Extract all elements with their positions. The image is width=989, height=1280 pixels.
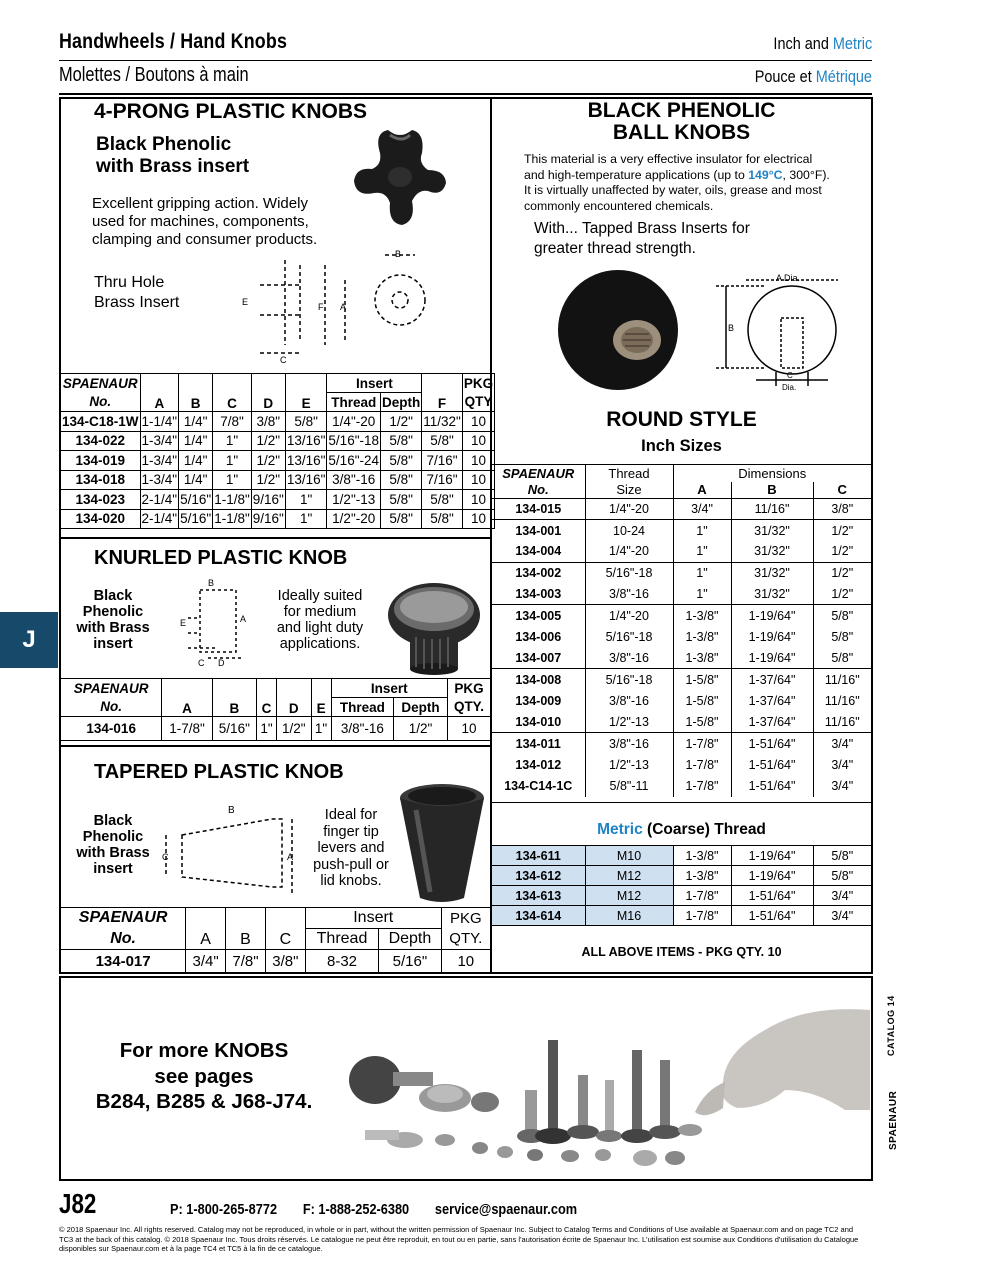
table-cell: 1" [285, 490, 327, 510]
table-cell: 1-3/8" [673, 605, 731, 626]
table-cell: 1-19/64" [731, 605, 813, 626]
table-cell: 11/32" [422, 412, 463, 432]
table-cell: 1/2" [251, 470, 285, 490]
catalog-vertical-label: CATALOG 14 [886, 995, 896, 1056]
table-row [492, 886, 871, 906]
table-cell: 1-3/8" [673, 626, 731, 647]
table-cell: 5/8" [381, 470, 422, 490]
table-cell: 5/16"-24 [327, 451, 381, 471]
table-cell: 1" [673, 562, 731, 583]
table-cell: 5/8" [285, 412, 327, 432]
brand-vertical-label: SPAENAUR [888, 1090, 899, 1150]
table-cell: 31/32" [731, 584, 813, 605]
svg-text:A: A [287, 852, 294, 862]
table-cell: 1-1/4" [140, 412, 179, 432]
table-cell: 134-003 [492, 584, 585, 605]
svg-text:E: E [242, 297, 249, 307]
table-cell: 1-51/64" [731, 906, 813, 926]
table-cell: 1/2" [813, 584, 871, 605]
table-cell: 5/8" [813, 866, 871, 886]
prong-note: Thru Hole Brass Insert [94, 274, 180, 311]
table-row [492, 775, 871, 796]
table-cell: 3/4" [831, 757, 854, 772]
table-row [492, 541, 871, 562]
table-cell: 5/8" [831, 629, 854, 644]
svg-text:D: D [218, 658, 225, 668]
table-cell: 134-022 [61, 431, 141, 451]
table-cell: 3/8" [251, 412, 285, 432]
more-knobs-text: For more KNOBS see pages B284, B285 & J68-J74. [95, 1039, 313, 1113]
table-cell: 31/32" [731, 520, 813, 541]
tapered-material: Black Phenolic with Brass insert [76, 813, 150, 877]
table-cell: 3/8"-16 [585, 584, 673, 605]
pkg-qty-note: ALL ABOVE ITEMS - PKG QTY. 10 [581, 945, 782, 959]
table-cell: 134-006 [492, 626, 585, 647]
table-cell: 1-37/64" [731, 690, 813, 711]
table-cell: 1/4"-20 [585, 605, 673, 626]
table-cell: 13/16" [285, 470, 327, 490]
email-link[interactable]: service@spaenaur.com [434, 1201, 578, 1218]
knurled-description: Ideally suited for medium and light duty applications. [276, 588, 364, 652]
svg-text:C: C [280, 355, 287, 365]
table-cell: 1-7/8" [673, 754, 731, 775]
table-row [492, 520, 871, 541]
table-cell: 134-015 [492, 499, 585, 520]
table-cell: M12 [585, 886, 673, 906]
table-cell: 10 [462, 509, 494, 529]
table-cell: 1/2" [251, 431, 285, 451]
table-cell: 5/8" [813, 648, 871, 669]
table-cell: M16 [585, 906, 673, 926]
table-row [492, 711, 871, 732]
inch-sizes-label: Inch Sizes [641, 437, 722, 455]
table-row [61, 451, 495, 471]
table-cell: 31/32" [731, 562, 813, 583]
table-cell: 134-007 [492, 648, 585, 669]
table-cell: M10 [585, 846, 673, 866]
table-cell: 10 [462, 451, 494, 471]
table-cell: 1/2"-13 [327, 490, 381, 510]
svg-text:F: F [318, 302, 324, 312]
diagram-label-b: B [728, 323, 735, 333]
table-cell: 5/16" [179, 509, 213, 529]
table-cell: 11/16" [824, 672, 860, 687]
table-cell: 5/8" [381, 509, 422, 529]
table-cell: 1-1/8" [213, 490, 252, 510]
svg-text:B: B [395, 249, 402, 259]
ball-drawing [706, 268, 866, 393]
table-cell: 1-7/8" [673, 906, 731, 926]
table-row [61, 431, 495, 451]
table-cell: 3/4" [813, 906, 871, 926]
table-cell: 134-008 [492, 669, 585, 690]
table-cell: 1/2" [251, 451, 285, 471]
ball-with-note: With... Tapped Brass Inserts for greater thread strength. [534, 220, 750, 257]
table-cell: 1" [213, 470, 252, 490]
table-row [61, 412, 495, 432]
table-row [492, 754, 871, 775]
table-cell: 134-612 [492, 866, 585, 886]
table-cell: 3/4" [831, 736, 854, 751]
prong-title: 4-PRONG PLASTIC KNOBS [94, 100, 368, 123]
knurled-title: KNURLED PLASTIC KNOB [94, 547, 348, 569]
table-row [61, 470, 495, 490]
tapered-drawing [160, 805, 300, 900]
table-cell: 1" [673, 520, 731, 541]
table-cell: 134-004 [492, 541, 585, 562]
table-cell: 5/16"-18 [585, 626, 673, 647]
table-cell: 134-611 [492, 846, 585, 866]
table-cell: 1/4" [179, 412, 213, 432]
table-cell: 1" [213, 451, 252, 471]
table-cell: 134-C14-1C [492, 775, 585, 796]
prong-subtitle: Black Phenolic with Brass insert [96, 134, 250, 177]
round-style-title: ROUND STYLE [606, 408, 757, 431]
table-cell: 134-002 [492, 562, 585, 583]
fax-number: F: 1-888-252-6380 [302, 1201, 410, 1218]
table-cell: 134-010 [492, 711, 585, 732]
prong-drawing [240, 245, 430, 365]
table-cell: 134-009 [492, 690, 585, 711]
table-cell: 7/16" [422, 470, 463, 490]
diagram-label-a: A Dia. [776, 273, 801, 283]
table-cell: 13/16" [285, 431, 327, 451]
svg-text:E: E [180, 618, 187, 628]
diagram-label-c: C [787, 371, 793, 380]
table-cell: 1-51/64" [731, 733, 813, 754]
table-row [492, 906, 871, 926]
tapered-table: SPAENAUR A B C Insert PKG No. Thread Depth QTY. 134-017 3/4" 7/8" 3/8" 8-32 5/16" 10 [60, 907, 491, 974]
page-subtitle: Molettes / Boutons à main [59, 64, 249, 86]
svg-text:C: C [162, 852, 169, 862]
table-cell: 10-24 [585, 520, 673, 541]
table-cell: 1/2"-20 [327, 509, 381, 529]
table-cell: 5/8" [831, 608, 854, 623]
table-cell: 134-020 [61, 509, 141, 529]
table-cell: 134-023 [61, 490, 141, 510]
table-cell: 1" [285, 509, 327, 529]
table-cell: 5/8" [381, 431, 422, 451]
table-cell: 1-3/4" [140, 431, 179, 451]
table-cell: 3/8"-16 [585, 648, 673, 669]
table-cell: 1-3/8" [673, 648, 731, 669]
phone-number[interactable]: P: 1-800-265-8772 [170, 1201, 278, 1218]
knurled-drawing [178, 578, 258, 668]
table-cell: 1/4" [179, 431, 213, 451]
table-row [492, 499, 871, 520]
prong-knob-image [350, 125, 450, 230]
table-cell: 11/16" [731, 499, 813, 520]
table-cell: 1/2" [381, 412, 422, 432]
table-cell: 13/16" [285, 451, 327, 471]
ball-inch-table: SPAENAUR Thread Dimensions No. Size A B C 134-015 1/4"-20 3/4" 11/16" 3/8" 134-001 10-24 1" 31/32" 1/2" 134-004 1/4"-20 1" 31/32" 1/2" 134-002 5/16"-18 1" 31/32" 1/2" 134-003 3/8"-16 1" 31/32" 1/2" 134-005 1/4"-20 1-3/8" 1-19/64" 5/8" 134-006 5/16"-18 1-3/8" 1-19/64" 5/8" 134-007 3/8"-16 1-3/8" 1-19/64" 5/8" 134-008 5/16"-18 1-5/8" 1-37/64" 11/16" 134-009 3/8"-16 1-5/8" 1-37/64" 11/16" 134-010 1/2"-13 1-5/8" 1-37/64" 11/16" 134-011 3/8"-16 1-7/8" 1-51/64" 3/4" 134-012 1/2"-13 1-7/8" 1-51/64" 3/4" 134-C14-1C 5/8"-11 1-7/8" 1-51/64" 3/4" [492, 464, 871, 797]
table-cell: 1-19/64" [731, 866, 813, 886]
table-cell: 1/4" [179, 470, 213, 490]
table-cell: 1-51/64" [731, 886, 813, 906]
units-label-fr: Pouce et Métrique [754, 67, 872, 86]
table-cell: 10 [462, 431, 494, 451]
table-cell: 1/4"-20 [585, 499, 673, 520]
table-cell: 5/16"-18 [585, 562, 673, 583]
table-row [492, 733, 871, 754]
table-cell: M12 [585, 866, 673, 886]
table-row [492, 626, 871, 647]
table-cell: 10 [462, 470, 494, 490]
table-cell: 1-3/4" [140, 451, 179, 471]
table-cell: 1-3/8" [673, 866, 731, 886]
svg-text:C: C [198, 658, 205, 668]
table-cell: 1" [213, 431, 252, 451]
table-cell: 5/16"-18 [585, 669, 673, 690]
table-cell: 1-37/64" [731, 669, 813, 690]
table-row [492, 562, 871, 583]
table-cell: 1/2" [831, 523, 854, 538]
table-cell: 1-5/8" [673, 711, 731, 732]
table-row [492, 669, 871, 690]
table-cell: 5/8"-11 [585, 775, 673, 796]
table-cell: 134-018 [61, 470, 141, 490]
table-cell: 1" [673, 541, 731, 562]
table-cell: 1-51/64" [731, 754, 813, 775]
table-cell: 1-5/8" [673, 690, 731, 711]
table-row [492, 690, 871, 711]
table-cell: 3/4" [813, 886, 871, 906]
table-cell: 5/8" [422, 431, 463, 451]
svg-text:A: A [340, 302, 347, 312]
table-cell: 1/4"-20 [585, 541, 673, 562]
svg-text:B: B [228, 805, 235, 816]
table-cell: 31/32" [731, 541, 813, 562]
table-cell: 2-1/4" [140, 490, 179, 510]
ball-title: BLACK PHENOLIC BALL KNOBS [587, 99, 776, 144]
knurled-table: SPAENAUR A B C D E Insert PKG No. Thread Depth QTY. 134-016 1-7/8" 5/16" 1" 1/2" 1" 3/8"-16 1/2" 10 [60, 678, 491, 741]
table-cell: 7/16" [422, 451, 463, 471]
table-cell: 1" [673, 584, 731, 605]
table-cell: 10 [462, 490, 494, 510]
page-title: Handwheels / Hand Knobs [59, 30, 288, 53]
header-rule [59, 60, 872, 61]
table-cell: 1-3/8" [673, 846, 731, 866]
table-cell: 3/8"-16 [327, 470, 381, 490]
table-cell: 1-51/64" [731, 775, 813, 796]
table-cell: 134-016 [61, 717, 162, 741]
table-cell: 134-C18-1W [61, 412, 141, 432]
table-cell: 5/8" [422, 509, 463, 529]
table-cell: 5/8" [381, 451, 422, 471]
table-cell: 9/16" [251, 490, 285, 510]
table-cell: 134-613 [492, 886, 585, 906]
table-cell: 5/8" [381, 490, 422, 510]
table-cell: 1-3/4" [140, 470, 179, 490]
table-cell: 134-001 [492, 520, 585, 541]
prong-table: SPAENAUR A B C D E Insert F PKG No. Thread Depth QTY 134-C18-1W 1-1/4" 1/4" 7/8" 3/8" 5/8" 1/4"-20 1/2" 11/32" 10 134-022 1-3/4" 1/4" 1" 1/2" 13/16" 5/16"-18 5/8" 5/8" 10 134-019 1-3/4" 1/4" 1" 1/2" 13/16" 5/16"-24 5/8" 7/16" 10 134-018 1-3/4" 1/4" 1" 1/2" 13/16" 3/8"-16 5/8" 7/16" 10 134-023 2-1/4" 5/16" 1-1/8" 9/16" 1" 1/2"-13 5/8" 5/8" 10 134-020 2-1/4" 5/16" 1-1/8" 9/16" 1" 1/2"-20 5/8" 5/8" 10 [60, 373, 495, 529]
table-row [61, 490, 495, 510]
knurled-knob-image [384, 575, 484, 675]
table-row [492, 584, 871, 605]
knobs-photo [345, 990, 870, 1178]
svg-text:B: B [208, 578, 215, 588]
table-cell: 1-5/8" [673, 669, 731, 690]
table-cell: 1-19/64" [731, 648, 813, 669]
table-cell: 7/8" [213, 412, 252, 432]
tapered-title: TAPERED PLASTIC KNOB [94, 761, 344, 783]
table-cell: 3/8" [813, 499, 871, 520]
table-cell: 2-1/4" [140, 509, 179, 529]
prong-description: Excellent gripping action. Widely used for machines, components, clamping and consumer products. [92, 195, 318, 248]
table-cell: 1-37/64" [731, 711, 813, 732]
header-rule [59, 93, 872, 95]
metric-title: Metric (Coarse) Thread [597, 821, 766, 838]
knurled-material: Black Phenolic with Brass insert [76, 588, 150, 652]
svg-text:A: A [240, 614, 247, 624]
table-row [492, 866, 871, 886]
ball-description: This material is a very effective insulator for electrical and high-temperature applications (up to 149°C, 300°F). It is virtually unaffected by water, oils, grease and most commonly encountered chemicals. [524, 152, 830, 213]
page-number: J82 [59, 1188, 97, 1219]
ball-metric-table [492, 845, 871, 926]
table-cell: 134-012 [492, 754, 585, 775]
table-cell: 1/2" [831, 566, 854, 581]
tapered-description: Ideal for finger tip levers and push-pull or lid knobs. [313, 807, 389, 889]
table-cell: 1-7/8" [673, 733, 731, 754]
table-cell: 134-614 [492, 906, 585, 926]
table-cell: 3/8"-16 [585, 733, 673, 754]
table-cell: 134-019 [61, 451, 141, 471]
table-cell: 1/2"-13 [585, 754, 673, 775]
table-row [492, 846, 871, 866]
legal-notice: © 2018 Spaenaur Inc. All rights reserved. Catalog may not be reproduced, in whole or in part, without the written permission of Spaenaur Inc. Subject to Catalog Terms and Conditions of Use available at Spaenaur.com and on page TC2 and TC3 at the back of this catalog. © 2018 Spaenaur Inc. Tous droits réservés. Le catalogue ne peut être reproduit, en tout ou en partie, sans l'autorisation écrite de Spaenaur Inc. L'utilisation est soumise aux Conditions d'utilisation du Catalogue disponibles sur Spaenaur.com et à la page TC4 et TC5 à la fin de ce catalogue. [59, 1225, 859, 1253]
table-cell: 11/16" [824, 693, 860, 708]
table-cell: 1/2" [813, 541, 871, 562]
table-cell: 1/4"-20 [327, 412, 381, 432]
table-cell: 3/8"-16 [585, 690, 673, 711]
section-tab-j[interactable]: J [0, 612, 58, 668]
diagram-label-c-dia: Dia. [782, 383, 797, 392]
ball-knob-image [555, 268, 685, 393]
tapered-knob-image [396, 780, 488, 905]
table-cell: 1-7/8" [673, 775, 731, 796]
table-cell: 1-7/8" [673, 886, 731, 906]
table-row [61, 509, 495, 529]
table-cell: 1-19/64" [731, 626, 813, 647]
table-cell: 1-1/8" [213, 509, 252, 529]
table-cell: 5/16" [179, 490, 213, 510]
table-cell: 1/4" [179, 451, 213, 471]
table-cell: 5/8" [813, 846, 871, 866]
table-cell: 5/8" [422, 490, 463, 510]
table-cell: 1/2"-13 [585, 711, 673, 732]
table-cell: 3/4" [673, 499, 731, 520]
table-row [492, 605, 871, 626]
table-cell: 134-005 [492, 605, 585, 626]
table-cell: 11/16" [813, 711, 871, 732]
contact-info [170, 1201, 577, 1218]
table-cell: 3/4" [831, 779, 854, 793]
table-row [492, 648, 871, 669]
units-label: Inch and Metric [773, 34, 872, 53]
table-cell: 1-19/64" [731, 846, 813, 866]
table-cell: 5/16"-18 [327, 431, 381, 451]
table-cell: 10 [462, 412, 494, 432]
table-cell: 134-011 [492, 733, 585, 754]
table-cell: 9/16" [251, 509, 285, 529]
